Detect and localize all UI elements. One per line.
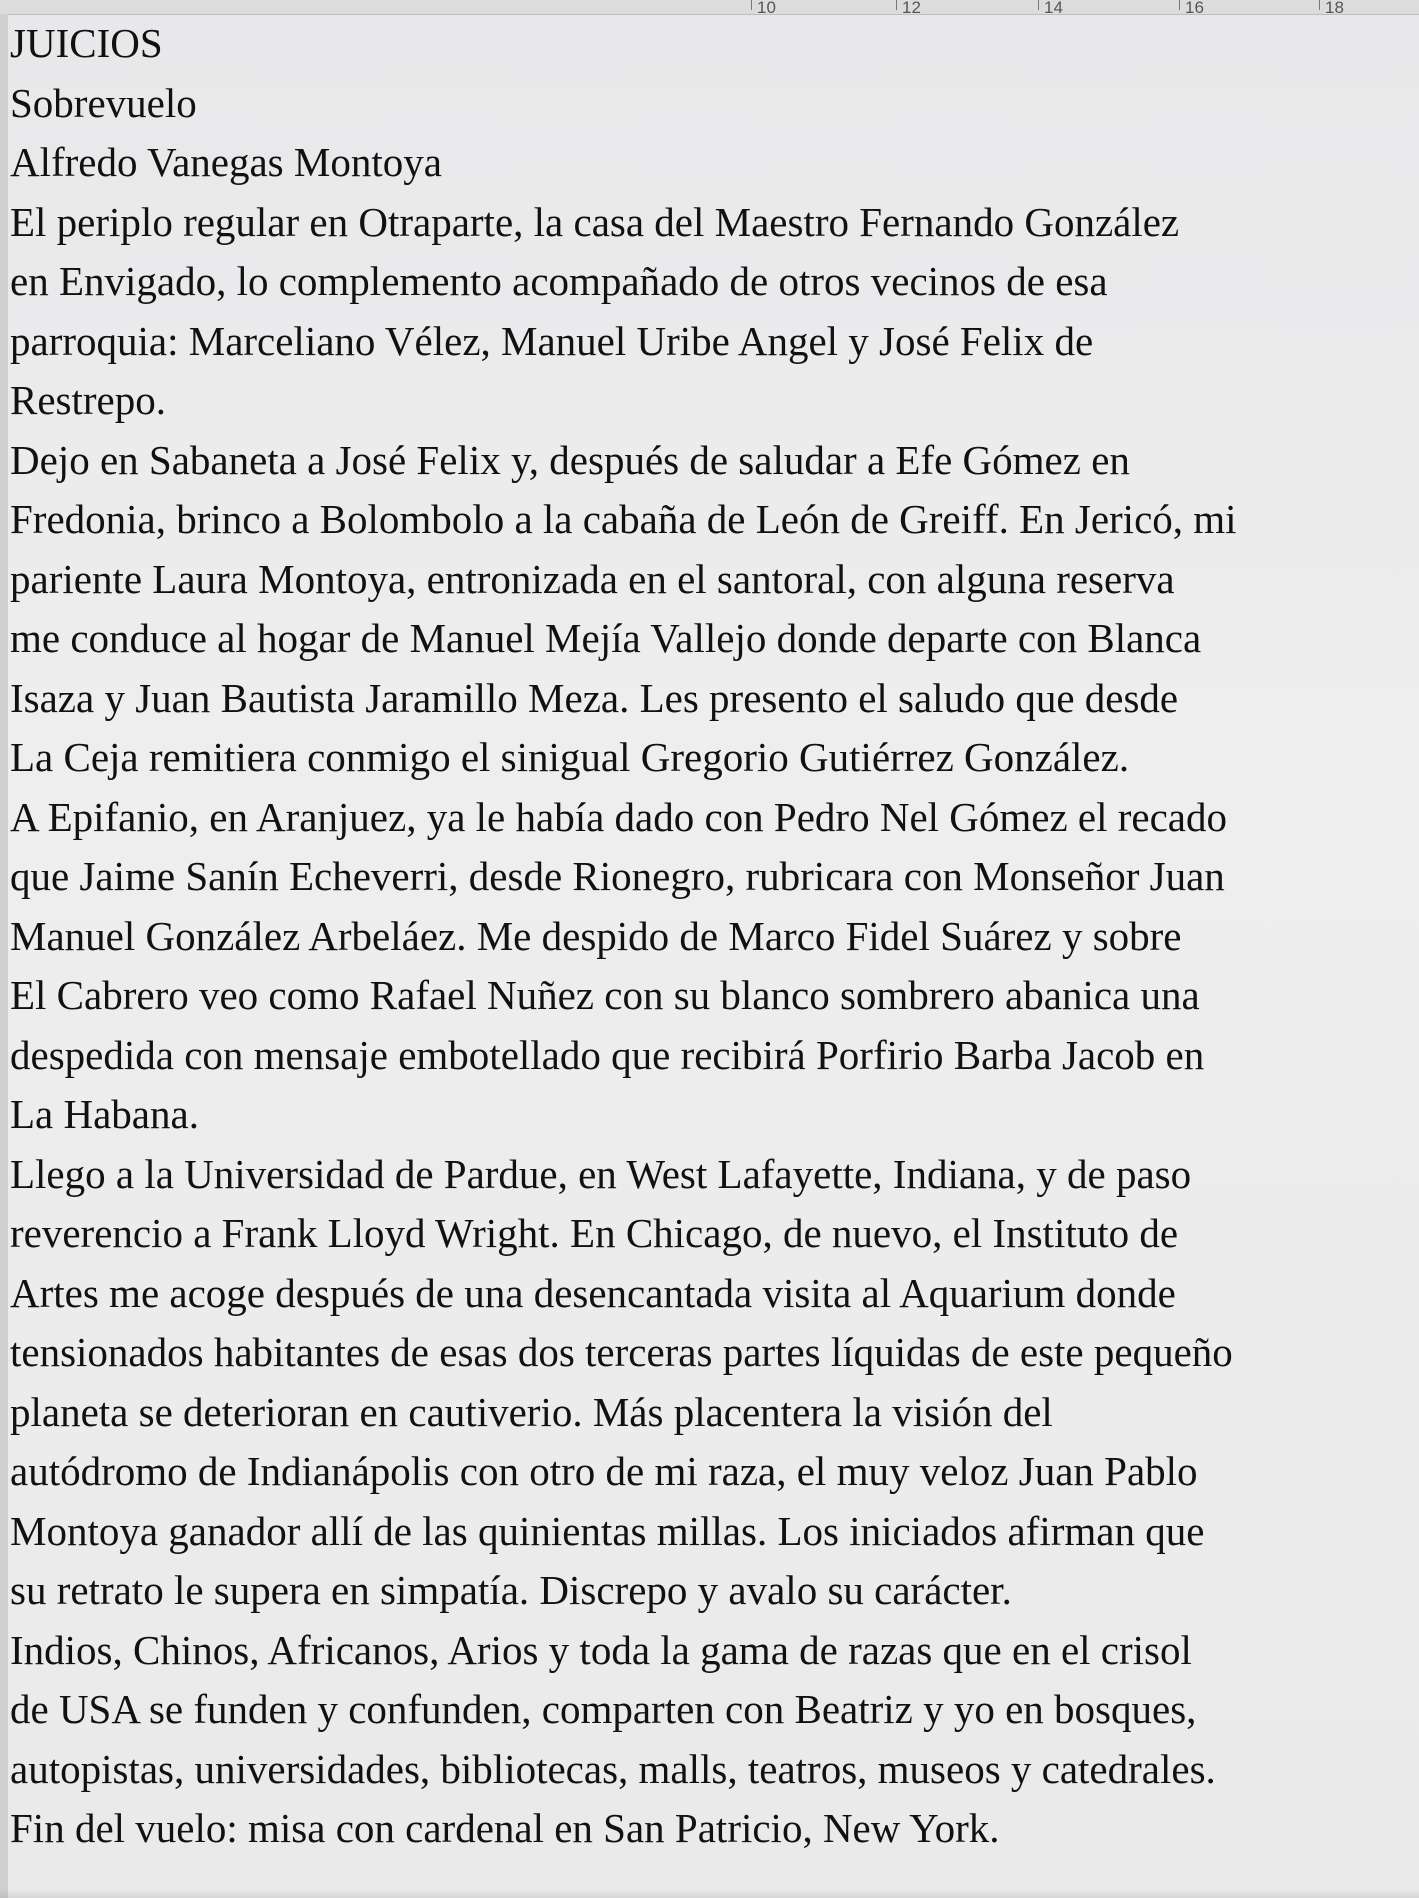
document-text bbox=[10, 193, 1410, 1859]
text-line: Artes me acoge después de una desencantada visita al Aquarium donde bbox=[10, 1269, 1176, 1316]
document-body[interactable] bbox=[10, 14, 1410, 1884]
text-line: Fin del vuelo: misa con cardenal en San Patricio, New York. bbox=[10, 1805, 1000, 1851]
text-line: Montoya ganador allí de las quinientas millas. Los iniciados afirman que bbox=[10, 1507, 1205, 1554]
text-line: autódromo de Indianápolis con otro de mi raza, el muy veloz Juan Pablo bbox=[10, 1448, 1198, 1494]
text-line: Llego a la Universidad de Pardue, en West Lafayette, Indiana, y de paso bbox=[10, 1150, 1192, 1197]
text-line: Fredonia, brinco a Bolombolo a la cabaña de León de Greiff. En Jericó, mi bbox=[10, 496, 1237, 542]
text-line: tensionados habitantes de esas dos terceras partes líquidas de este pequeño bbox=[10, 1329, 1233, 1375]
text-line: parroquia: Marceliano Vélez, Manuel Uribe Angel y José Felix de bbox=[10, 317, 1094, 364]
ruler-tick: 10 bbox=[757, 0, 776, 17]
text-line: Dejo en Sabaneta a José Felix y, después de saludar a Efe Gómez en bbox=[10, 436, 1130, 483]
text-line: Manuel González Arbeláez. Me despido de Marco Fidel Suárez y sobre bbox=[10, 912, 1182, 959]
text-line: reverencio a Frank Lloyd Wright. En Chicago, de nuevo, el Instituto de bbox=[10, 1210, 1179, 1256]
bottom-shadow bbox=[0, 1888, 1419, 1898]
text-line: que Jaime Sanín Echeverri, desde Rionegro, rubricara con Monseñor Juan bbox=[10, 853, 1225, 899]
text-line: despedida con mensaje embotellado que recibirá Porfirio Barba Jacob en bbox=[10, 1031, 1205, 1078]
text-line: en Envigado, lo complemento acompañado de otros vecinos de esa bbox=[10, 258, 1108, 304]
text-line: La Ceja remitiera conmigo el sinigual Gregorio Gutiérrez González. bbox=[10, 734, 1130, 780]
section-heading: JUICIOS bbox=[10, 20, 163, 66]
text-line: autopistas, universidades, bibliotecas, malls, teatros, museos y catedrales. bbox=[10, 1745, 1216, 1792]
document-title: Sobrevuelo bbox=[10, 79, 197, 126]
document-author: Alfredo Vanegas Montoya bbox=[10, 139, 442, 185]
text-line: pariente Laura Montoya, entronizada en el santoral, con alguna reserva bbox=[10, 555, 1175, 602]
ruler-tick: 12 bbox=[902, 0, 921, 17]
text-line: La Habana. bbox=[10, 1091, 199, 1137]
text-line: El periplo regular en Otraparte, la casa del Maestro Fernando González bbox=[10, 198, 1180, 245]
text-line: su retrato le supera en simpatía. Discrepo y avalo su carácter. bbox=[10, 1567, 1012, 1613]
window-edge bbox=[0, 14, 8, 1898]
text-line: Restrepo. bbox=[10, 377, 166, 423]
text-line: El Cabrero veo como Rafael Nuñez con su blanco sombrero abanica una bbox=[10, 972, 1200, 1018]
text-line: de USA se funden y confunden, comparten con Beatriz y yo en bosques, bbox=[10, 1686, 1197, 1732]
text-line: me conduce al hogar de Manuel Mejía Vallejo donde departe con Blanca bbox=[10, 615, 1202, 661]
ruler-tick: 14 bbox=[1044, 0, 1063, 17]
document-ruler bbox=[0, 0, 1419, 15]
text-line: planeta se deterioran en cautiverio. Más placentera la visión del bbox=[10, 1388, 1053, 1435]
text-line: Indios, Chinos, Africanos, Arios y toda la gama de razas que en el crisol bbox=[10, 1626, 1192, 1673]
ruler-tick: 16 bbox=[1185, 0, 1204, 17]
ruler-tick: 18 bbox=[1325, 0, 1344, 17]
text-line: Isaza y Juan Bautista Jaramillo Meza. Les presento el saludo que desde bbox=[10, 674, 1179, 721]
text-line: A Epifanio, en Aranjuez, ya le había dado con Pedro Nel Gómez el recado bbox=[10, 793, 1228, 840]
